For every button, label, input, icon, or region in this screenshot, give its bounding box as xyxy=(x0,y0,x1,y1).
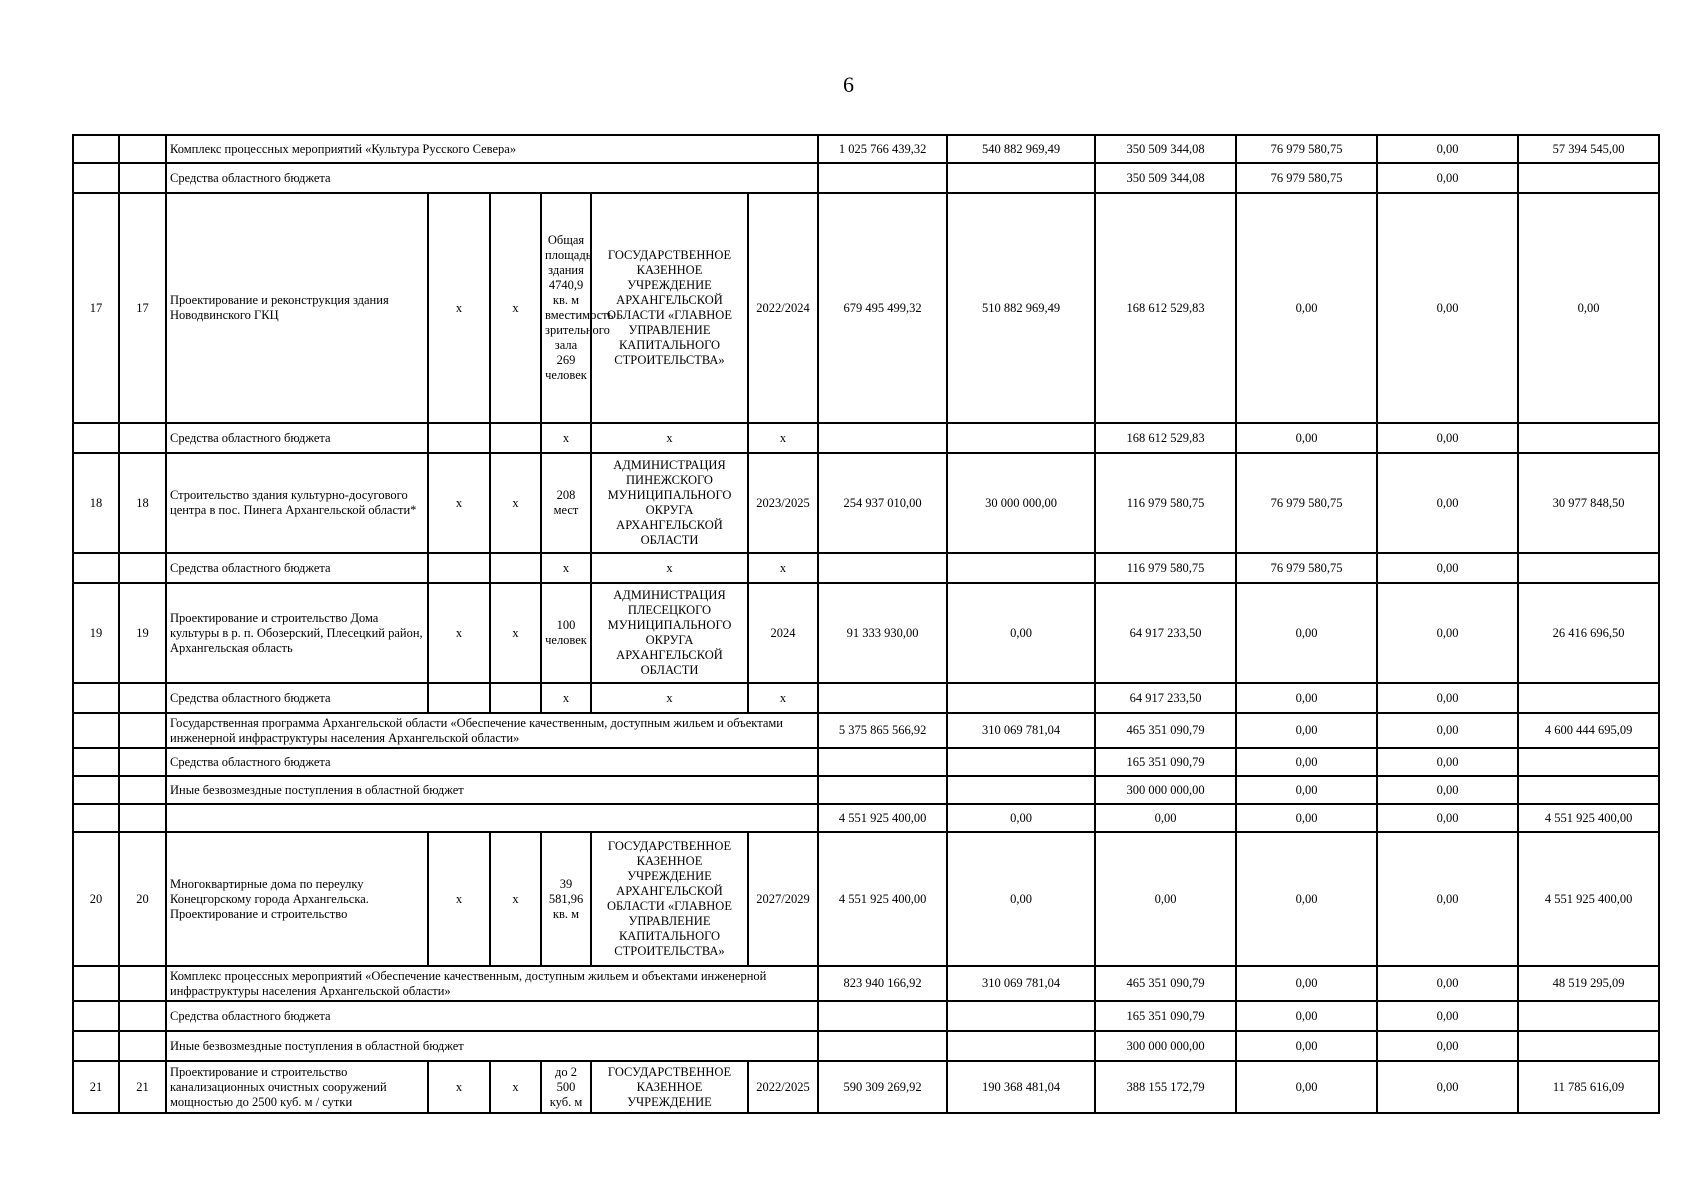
amount-cell: 165 351 090,79 xyxy=(1095,1001,1236,1031)
x-mark: x xyxy=(490,1061,541,1113)
table-row xyxy=(73,748,1659,776)
object-number-cell xyxy=(119,1001,166,1031)
object-name: Строительство здания культурно-досугового центра в пос. Пинега Архангельской области* xyxy=(166,453,428,553)
amount-cell: 57 394 545,00 xyxy=(1518,135,1659,163)
amount-cell: 823 940 166,92 xyxy=(818,966,947,1001)
funding-source-label: Средства областного бюджета xyxy=(166,748,818,776)
amount-cell xyxy=(1518,1031,1659,1061)
object-number: 18 xyxy=(119,453,166,553)
amount-cell: 76 979 580,75 xyxy=(1236,135,1377,163)
table-row xyxy=(73,163,1659,193)
capacity: 100 человек xyxy=(541,583,591,683)
amount-cell: 0,00 xyxy=(1377,1001,1518,1031)
x-mark: x xyxy=(490,453,541,553)
empty-cell xyxy=(428,423,490,453)
x-mark: x xyxy=(428,583,490,683)
x-mark: x xyxy=(428,453,490,553)
customer-organization: ГОСУДАРСТВЕННОЕ КАЗЕННОЕ УЧРЕЖДЕНИЕ АРХАНГЕЛЬСКОЙ ОБЛАСТИ «ГЛАВНОЕ УПРАВЛЕНИЕ КАПИТАЛЬНОГО СТРОИТЕЛЬСТВА» xyxy=(591,832,748,966)
table-row xyxy=(73,453,1659,553)
x-mark: x xyxy=(490,583,541,683)
amount-cell: 4 551 925 400,00 xyxy=(1518,832,1659,966)
object-name: Проектирование и реконструкция здания Новодвинского ГКЦ xyxy=(166,193,428,423)
amount-cell: 0,00 xyxy=(1377,553,1518,583)
x-mark: x xyxy=(748,683,818,713)
amount-cell: 0,00 xyxy=(1236,683,1377,713)
object-name: Многоквартирные дома по переулку Конецгорскому города Архангельска. Проектирование и строительство xyxy=(166,832,428,966)
object-number-cell xyxy=(119,1031,166,1061)
amount-cell: 679 495 499,32 xyxy=(818,193,947,423)
amount-cell: 0,00 xyxy=(1377,832,1518,966)
amount-cell: 30 977 848,50 xyxy=(1518,453,1659,553)
row-number-cell xyxy=(73,163,119,193)
amount-cell xyxy=(947,748,1095,776)
row-number-cell xyxy=(73,1001,119,1031)
amount-cell xyxy=(818,776,947,804)
amount-cell: 4 551 925 400,00 xyxy=(1518,804,1659,832)
amount-cell: 0,00 xyxy=(1236,193,1377,423)
empty-cell xyxy=(490,553,541,583)
amount-cell: 0,00 xyxy=(947,583,1095,683)
table-row xyxy=(73,713,1659,748)
amount-cell: 4 551 925 400,00 xyxy=(818,804,947,832)
amount-cell xyxy=(1518,553,1659,583)
amount-cell: 0,00 xyxy=(1377,1031,1518,1061)
amount-cell: 0,00 xyxy=(1377,776,1518,804)
object-number-cell xyxy=(119,163,166,193)
amount-cell xyxy=(818,423,947,453)
amount-cell xyxy=(947,1031,1095,1061)
construction-years: 2027/2029 xyxy=(748,832,818,966)
x-mark: x xyxy=(541,683,591,713)
customer-organization: ГОСУДАРСТВЕННОЕ КАЗЕННОЕ УЧРЕЖДЕНИЕ xyxy=(591,1061,748,1113)
row-number-cell xyxy=(73,135,119,163)
table-row xyxy=(73,583,1659,683)
object-number: 17 xyxy=(119,193,166,423)
x-mark: x xyxy=(541,423,591,453)
row-number-cell xyxy=(73,966,119,1001)
amount-cell: 4 551 925 400,00 xyxy=(818,832,947,966)
row-number-cell xyxy=(73,804,119,832)
amount-cell: 76 979 580,75 xyxy=(1236,163,1377,193)
amount-cell: 0,00 xyxy=(1377,453,1518,553)
object-name: Проектирование и строительство канализационных очистных сооружений мощностью до 2500 куб. м / сутки xyxy=(166,1061,428,1113)
row-number: 21 xyxy=(73,1061,119,1113)
table-row xyxy=(73,135,1659,163)
table-row xyxy=(73,1061,1659,1113)
object-number-cell xyxy=(119,966,166,1001)
row-number: 17 xyxy=(73,193,119,423)
amount-cell xyxy=(1518,423,1659,453)
funding-source-label: Средства областного бюджета xyxy=(166,423,428,453)
amount-cell xyxy=(947,683,1095,713)
amount-cell: 310 069 781,04 xyxy=(947,966,1095,1001)
amount-cell xyxy=(947,423,1095,453)
section-title: Комплекс процессных мероприятий «Обеспечение качественным, доступным жильем и объектами инженерной инфраструктуры населения Архангельской области» xyxy=(166,966,818,1001)
empty-cell xyxy=(428,553,490,583)
section-title xyxy=(166,804,818,832)
table-row xyxy=(73,776,1659,804)
amount-cell: 0,00 xyxy=(947,832,1095,966)
amount-cell: 0,00 xyxy=(1236,832,1377,966)
x-mark: x xyxy=(591,683,748,713)
amount-cell: 0,00 xyxy=(1236,804,1377,832)
amount-cell: 116 979 580,75 xyxy=(1095,553,1236,583)
amount-cell: 64 917 233,50 xyxy=(1095,583,1236,683)
x-mark: x xyxy=(490,832,541,966)
amount-cell xyxy=(818,683,947,713)
row-number-cell xyxy=(73,683,119,713)
amount-cell: 190 368 481,04 xyxy=(947,1061,1095,1113)
amount-cell: 0,00 xyxy=(1236,748,1377,776)
amount-cell: 540 882 969,49 xyxy=(947,135,1095,163)
row-number-cell xyxy=(73,713,119,748)
amount-cell: 0,00 xyxy=(947,804,1095,832)
amount-cell: 0,00 xyxy=(1377,423,1518,453)
object-number-cell xyxy=(119,713,166,748)
row-number-cell xyxy=(73,1031,119,1061)
section-title: Комплекс процессных мероприятий «Культура Русского Севера» xyxy=(166,135,818,163)
construction-years: 2023/2025 xyxy=(748,453,818,553)
amount-cell: 300 000 000,00 xyxy=(1095,1031,1236,1061)
funding-source-label: Средства областного бюджета xyxy=(166,1001,818,1031)
amount-cell: 0,00 xyxy=(1236,1001,1377,1031)
amount-cell xyxy=(1518,683,1659,713)
amount-cell: 4 600 444 695,09 xyxy=(1518,713,1659,748)
x-mark: x xyxy=(541,553,591,583)
amount-cell: 350 509 344,08 xyxy=(1095,163,1236,193)
amount-cell: 0,00 xyxy=(1236,423,1377,453)
object-number: 20 xyxy=(119,832,166,966)
amount-cell: 0,00 xyxy=(1377,583,1518,683)
table-row xyxy=(73,193,1659,423)
amount-cell: 0,00 xyxy=(1377,193,1518,423)
amount-cell: 350 509 344,08 xyxy=(1095,135,1236,163)
amount-cell: 26 416 696,50 xyxy=(1518,583,1659,683)
amount-cell xyxy=(947,163,1095,193)
table-body xyxy=(73,135,1659,1113)
amount-cell: 76 979 580,75 xyxy=(1236,453,1377,553)
amount-cell: 310 069 781,04 xyxy=(947,713,1095,748)
table-row xyxy=(73,804,1659,832)
amount-cell: 0,00 xyxy=(1377,683,1518,713)
amount-cell: 590 309 269,92 xyxy=(818,1061,947,1113)
object-number: 21 xyxy=(119,1061,166,1113)
amount-cell: 510 882 969,49 xyxy=(947,193,1095,423)
customer-organization: АДМИНИСТРАЦИЯ ПЛЕСЕЦКОГО МУНИЦИПАЛЬНОГО ОКРУГА АРХАНГЕЛЬСКОЙ ОБЛАСТИ xyxy=(591,583,748,683)
funding-source-label: Иные безвозмездные поступления в областной бюджет xyxy=(166,776,818,804)
row-number-cell xyxy=(73,423,119,453)
amount-cell: 168 612 529,83 xyxy=(1095,193,1236,423)
amount-cell: 64 917 233,50 xyxy=(1095,683,1236,713)
x-mark: x xyxy=(428,832,490,966)
amount-cell: 0,00 xyxy=(1377,748,1518,776)
amount-cell xyxy=(1518,748,1659,776)
object-number-cell xyxy=(119,683,166,713)
amount-cell: 0,00 xyxy=(1377,966,1518,1001)
page-number: 6 xyxy=(843,72,854,97)
object-number: 19 xyxy=(119,583,166,683)
amount-cell: 0,00 xyxy=(1377,804,1518,832)
amount-cell: 165 351 090,79 xyxy=(1095,748,1236,776)
funding-source-label: Средства областного бюджета xyxy=(166,683,428,713)
x-mark: x xyxy=(748,553,818,583)
capacity: 39 581,96 кв. м xyxy=(541,832,591,966)
object-number-cell xyxy=(119,423,166,453)
object-number-cell xyxy=(119,553,166,583)
amount-cell xyxy=(947,776,1095,804)
amount-cell xyxy=(818,1001,947,1031)
x-mark: x xyxy=(591,553,748,583)
amount-cell: 0,00 xyxy=(1518,193,1659,423)
amount-cell xyxy=(818,748,947,776)
row-number: 18 xyxy=(73,453,119,553)
amount-cell: 0,00 xyxy=(1095,804,1236,832)
amount-cell: 116 979 580,75 xyxy=(1095,453,1236,553)
amount-cell xyxy=(1518,1001,1659,1031)
funding-source-label: Иные безвозмездные поступления в областной бюджет xyxy=(166,1031,818,1061)
capacity: до 2 500 куб. м xyxy=(541,1061,591,1113)
amount-cell: 5 375 865 566,92 xyxy=(818,713,947,748)
row-number: 19 xyxy=(73,583,119,683)
amount-cell xyxy=(818,1031,947,1061)
amount-cell: 1 025 766 439,32 xyxy=(818,135,947,163)
amount-cell: 0,00 xyxy=(1236,1061,1377,1113)
amount-cell: 0,00 xyxy=(1377,135,1518,163)
amount-cell xyxy=(947,1001,1095,1031)
amount-cell xyxy=(818,163,947,193)
amount-cell xyxy=(947,553,1095,583)
amount-cell: 0,00 xyxy=(1377,163,1518,193)
funding-source-label: Средства областного бюджета xyxy=(166,553,428,583)
object-number-cell xyxy=(119,776,166,804)
table-row xyxy=(73,1001,1659,1031)
object-number-cell xyxy=(119,135,166,163)
amount-cell: 0,00 xyxy=(1236,583,1377,683)
amount-cell: 76 979 580,75 xyxy=(1236,553,1377,583)
empty-cell xyxy=(490,683,541,713)
table-row xyxy=(73,553,1659,583)
amount-cell: 0,00 xyxy=(1236,1031,1377,1061)
funding-source-label: Средства областного бюджета xyxy=(166,163,818,193)
section-title: Государственная программа Архангельской области «Обеспечение качественным, доступным жильем и объектами инженерной инфраструктуры населения Архангельской области» xyxy=(166,713,818,748)
customer-organization: АДМИНИСТРАЦИЯ ПИНЕЖСКОГО МУНИЦИПАЛЬНОГО ОКРУГА АРХАНГЕЛЬСКОЙ ОБЛАСТИ xyxy=(591,453,748,553)
empty-cell xyxy=(428,683,490,713)
construction-years: 2022/2025 xyxy=(748,1061,818,1113)
amount-cell: 0,00 xyxy=(1377,1061,1518,1113)
amount-cell: 168 612 529,83 xyxy=(1095,423,1236,453)
amount-cell: 0,00 xyxy=(1236,713,1377,748)
table-row xyxy=(73,1031,1659,1061)
amount-cell: 300 000 000,00 xyxy=(1095,776,1236,804)
empty-cell xyxy=(490,423,541,453)
row-number-cell xyxy=(73,776,119,804)
x-mark: x xyxy=(591,423,748,453)
customer-organization: ГОСУДАРСТВЕННОЕ КАЗЕННОЕ УЧРЕЖДЕНИЕ АРХАНГЕЛЬСКОЙ ОБЛАСТИ «ГЛАВНОЕ УПРАВЛЕНИЕ КАПИТАЛЬНОГО СТРОИТЕЛЬСТВА» xyxy=(591,193,748,423)
x-mark: x xyxy=(428,193,490,423)
amount-cell xyxy=(818,553,947,583)
capacity: Общая площадь здания 4740,9 кв. м вместимость зрительного зала 269 человек xyxy=(541,193,591,423)
capacity: 208 мест xyxy=(541,453,591,553)
table-row xyxy=(73,966,1659,1001)
table-row xyxy=(73,832,1659,966)
construction-years: 2024 xyxy=(748,583,818,683)
x-mark: x xyxy=(748,423,818,453)
object-number-cell xyxy=(119,804,166,832)
amount-cell: 465 351 090,79 xyxy=(1095,966,1236,1001)
x-mark: x xyxy=(490,193,541,423)
investment-table xyxy=(72,134,1660,1114)
amount-cell: 11 785 616,09 xyxy=(1518,1061,1659,1113)
x-mark: x xyxy=(428,1061,490,1113)
object-name: Проектирование и строительство Дома культуры в р. п. Обозерский, Плесецкий район, Архангельская область xyxy=(166,583,428,683)
object-number-cell xyxy=(119,748,166,776)
amount-cell: 48 519 295,09 xyxy=(1518,966,1659,1001)
construction-years: 2022/2024 xyxy=(748,193,818,423)
row-number-cell xyxy=(73,553,119,583)
table-row xyxy=(73,683,1659,713)
amount-cell: 91 333 930,00 xyxy=(818,583,947,683)
amount-cell: 0,00 xyxy=(1236,966,1377,1001)
amount-cell: 30 000 000,00 xyxy=(947,453,1095,553)
amount-cell: 388 155 172,79 xyxy=(1095,1061,1236,1113)
row-number-cell xyxy=(73,748,119,776)
table-row xyxy=(73,423,1659,453)
amount-cell: 0,00 xyxy=(1095,832,1236,966)
row-number: 20 xyxy=(73,832,119,966)
amount-cell: 254 937 010,00 xyxy=(818,453,947,553)
amount-cell xyxy=(1518,163,1659,193)
amount-cell: 0,00 xyxy=(1236,776,1377,804)
amount-cell xyxy=(1518,776,1659,804)
amount-cell: 0,00 xyxy=(1377,713,1518,748)
amount-cell: 465 351 090,79 xyxy=(1095,713,1236,748)
